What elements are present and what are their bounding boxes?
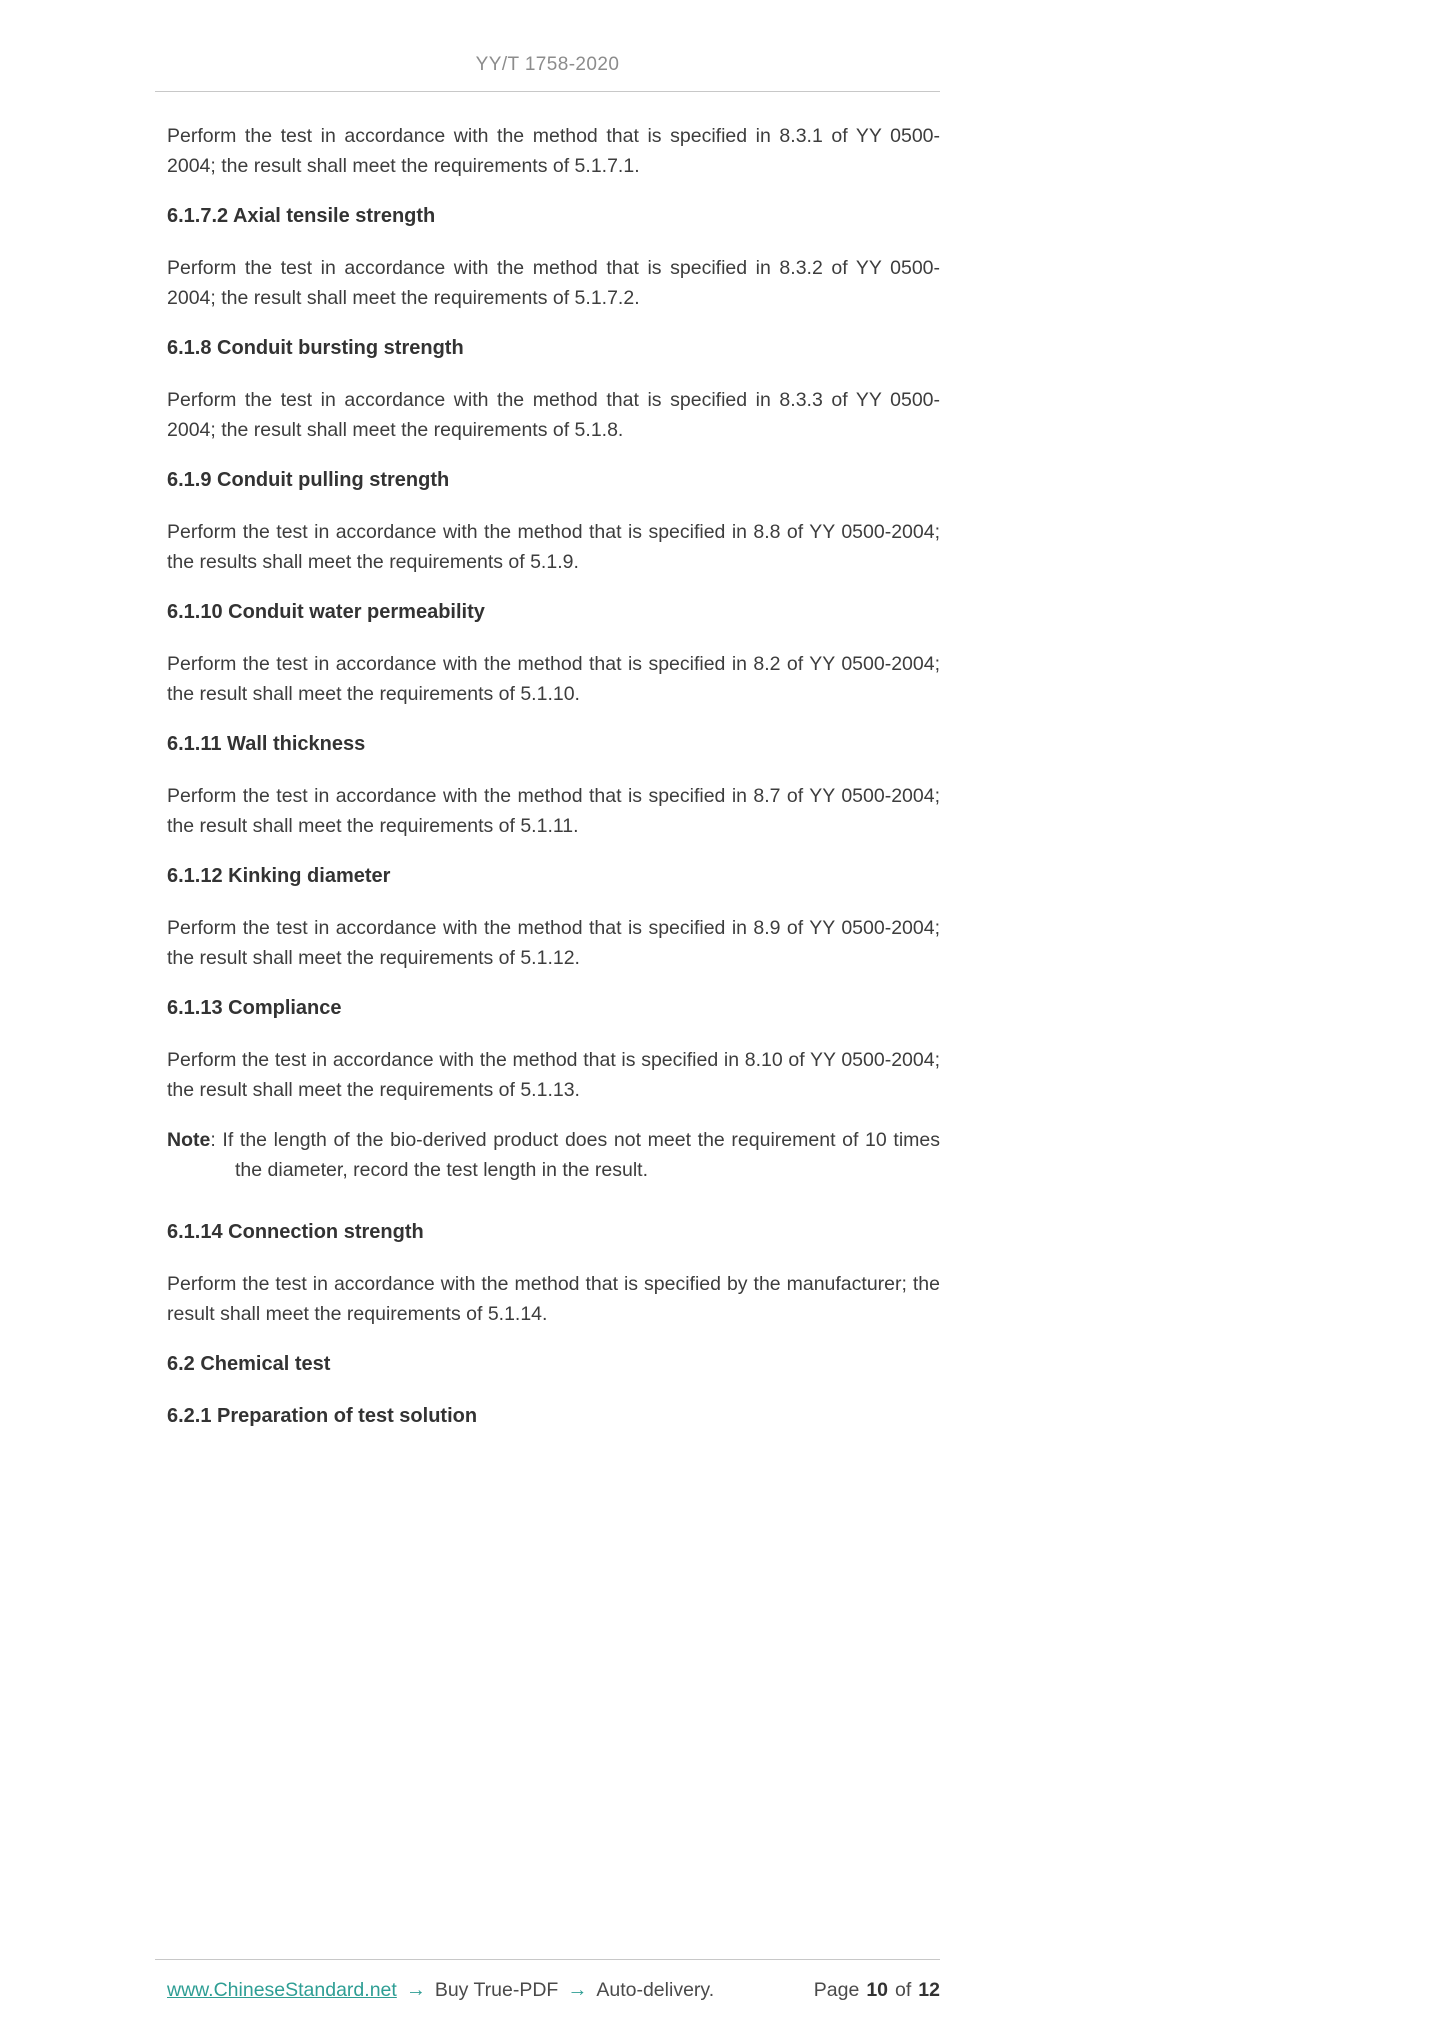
footer-source bbox=[167, 1979, 714, 2002]
heading-6-2: 6.2 Chemical test bbox=[167, 1353, 331, 1375]
heading-6-1-9: 6.1.9 Conduit pulling strength bbox=[167, 469, 450, 491]
current-page-number: 10 bbox=[866, 1979, 889, 2001]
footer-row bbox=[155, 1960, 940, 2002]
total-page-number: 12 bbox=[918, 1979, 940, 2001]
paragraph-6-1-9: Perform the test in accordance with the method that is specified in 8.8 of YY 0500-2004; the results shall meet the requirements of 5.1.9. bbox=[167, 521, 940, 573]
of-label: of bbox=[895, 1979, 912, 2001]
standard-number: YY/T 1758-2020 bbox=[475, 54, 620, 75]
page-header bbox=[155, 0, 940, 92]
heading-6-1-13: 6.1.13 Compliance bbox=[167, 997, 342, 1019]
buy-true-pdf-label: Buy True-PDF bbox=[434, 1979, 559, 2001]
paragraph-6-1-12: Perform the test in accordance with the method that is specified in 8.9 of YY 0500-2004; the result shall meet the requirements of 5.1.12. bbox=[167, 917, 940, 969]
paragraph-6-1-14: Perform the test in accordance with the method that is specified by the manufacturer; the result shall meet the requirements of 5.1.14. bbox=[167, 1273, 940, 1325]
chinesestandard-link[interactable]: www.ChineseStandard.net bbox=[167, 1979, 397, 2001]
header-divider bbox=[155, 91, 940, 92]
paragraph-6-1-8: Perform the test in accordance with the method that is specified in 8.3.3 of YY 0500-2004; the result shall meet the requirements of 5.1.8. bbox=[167, 389, 940, 441]
paragraph-6-1-7-2: Perform the test in accordance with the method that is specified in 8.3.2 of YY 0500-2004; the result shall meet the requirements of 5.1.7.2. bbox=[167, 257, 940, 309]
heading-6-2-1: 6.2.1 Preparation of test solution bbox=[167, 1405, 478, 1427]
heading-6-1-14: 6.1.14 Connection strength bbox=[167, 1221, 424, 1243]
heading-6-1-11: 6.1.11 Wall thickness bbox=[167, 733, 366, 755]
page-indicator bbox=[814, 1979, 940, 2002]
paragraph-6-1-7-1-test: Perform the test in accordance with the method that is specified in 8.3.1 of YY 0500-2004; the result shall meet the requirements of 5.1.7.1. bbox=[167, 125, 940, 177]
heading-6-1-8: 6.1.8 Conduit bursting strength bbox=[167, 337, 464, 359]
paragraph-6-1-10: Perform the test in accordance with the method that is specified in 8.2 of YY 0500-2004; the result shall meet the requirements of 5.1.10. bbox=[167, 653, 940, 705]
auto-delivery-label: Auto-delivery. bbox=[596, 1979, 715, 2001]
note-block bbox=[167, 1125, 940, 1185]
paragraph-6-1-13: Perform the test in accordance with the method that is specified in 8.10 of YY 0500-2004; the result shall meet the requirements of 5.1.13. bbox=[167, 1049, 940, 1101]
heading-6-1-12: 6.1.12 Kinking diameter bbox=[167, 865, 391, 887]
note-label: Note bbox=[167, 1129, 211, 1151]
page-footer bbox=[155, 1959, 940, 2002]
paragraph-6-1-11: Perform the test in accordance with the method that is specified in 8.7 of YY 0500-2004; the result shall meet the requirements of 5.1.11. bbox=[167, 785, 940, 837]
heading-6-1-10: 6.1.10 Conduit water permeability bbox=[167, 601, 485, 623]
heading-6-1-7-2: 6.1.7.2 Axial tensile strength bbox=[167, 205, 436, 227]
note-text: : If the length of the bio-derived product does not meet the requirement of 10 times the diameter, record the test length in the result. bbox=[210, 1129, 940, 1181]
document-body bbox=[167, 121, 940, 1431]
right-arrow-icon: → bbox=[567, 1979, 588, 2001]
right-arrow-icon: → bbox=[405, 1979, 426, 2001]
page-label: Page bbox=[813, 1979, 860, 2001]
